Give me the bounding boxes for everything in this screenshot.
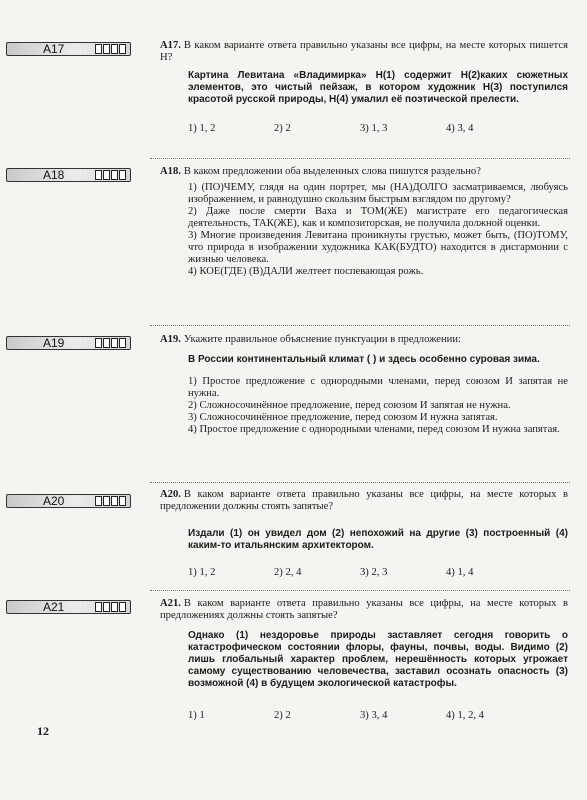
question-prompt [160, 40, 568, 64]
prompt-text: В каком варианте ответа правильно указаны все цифры, на месте которых в предложении должны стоять запятые? [160, 489, 568, 512]
answer-option[interactable]: 2) 2 [274, 710, 291, 721]
tag-label: A18 [43, 168, 65, 182]
answer-option[interactable]: 4) 3, 4 [446, 123, 474, 134]
option-item: 4) Простое предложение с однородными членами, перед союзом И нужна запятая. [188, 424, 560, 435]
option-list [188, 182, 568, 278]
answer-option[interactable]: 1) 1, 2 [188, 567, 216, 578]
question-number: A17. [160, 40, 181, 51]
answer-option[interactable]: 2) 2, 4 [274, 567, 302, 578]
answer-option[interactable]: 4) 1, 4 [446, 567, 474, 578]
answer-cells[interactable] [95, 496, 127, 506]
question-number: A20. [160, 489, 181, 500]
option-item: 3) Сложносочинённое предложение, перед союзом И нужна запятая. [188, 412, 498, 423]
divider [150, 325, 570, 326]
answer-tag-a18 [6, 168, 131, 182]
task-text: Издали (1) он увидел дом (2) непохожий на другие (3) построенный (4) каким-то итальянским архитектором. [188, 528, 568, 551]
option-item: 4) КОЕ(ГДЕ) (В)ДАЛИ желтеет поспевающая рожь. [188, 266, 424, 277]
answer-option[interactable]: 1) 1, 2 [188, 123, 216, 134]
answer-tag-a20 [6, 494, 131, 508]
option-item: 2) Сложносочинённое предложение, перед союзом И запятая не нужна. [188, 400, 511, 411]
divider [150, 158, 570, 159]
task-text: В России континентальный климат ( ) и здесь особенно суровая зима. [188, 354, 540, 365]
answer-cells[interactable] [95, 602, 127, 612]
answer-option[interactable]: 2) 2 [274, 123, 291, 134]
option-item: 1) (ПО)ЧЕМУ, глядя на один портрет, мы (НА)ДОЛГО засматриваемся, любуясь изображением, и равнодушно скользим быстрым взглядом по другому? [188, 182, 568, 205]
page-number: 12 [37, 724, 49, 738]
answer-cells[interactable] [95, 338, 127, 348]
answer-cells[interactable] [95, 170, 127, 180]
option-item: 3) Многие произведения Левитана проникнуты грустью, может быть, (ПО)ТОМУ, что природа в изображении художника КАК(БУДТО) находится в дисгармонии с жизнью человека. [188, 230, 568, 265]
answer-option[interactable]: 1) 1 [188, 710, 205, 721]
tag-label: A17 [43, 42, 65, 56]
question-prompt [160, 598, 568, 622]
tag-label: A21 [43, 600, 65, 614]
task-text: Картина Левитана «Владимирка» Н(1) содержит Н(2)каких сюжетных элементов, это чистый пейзаж, в котором художник Н(3) поступился красотой русской природы, Н(4) умалил её поэтической прелести. [188, 70, 568, 105]
task-text: Однако (1) нездоровье природы заставляет сегодня говорить о катастрофическом состоянии флоры, фауны, почвы, воды. Видимо (2) лишь глобальный характер проблем, нерешённость которых угрожает самому существованию человечества, заставил осознать опасность (3) возможной (4) в будущем экологической катастрофы. [188, 630, 568, 689]
answer-tag-a19 [6, 336, 131, 350]
question-prompt [160, 334, 568, 346]
prompt-text: В каком варианте ответа правильно указаны все цифры, на месте которых пишется Н? [160, 40, 568, 63]
divider [150, 482, 570, 483]
prompt-text: В каком предложении оба выделенных слова пишутся раздельно? [183, 166, 481, 177]
question-prompt [160, 489, 568, 513]
question-number: A21. [160, 598, 181, 609]
answer-option[interactable]: 4) 1, 2, 4 [446, 710, 484, 721]
prompt-text: В каком варианте ответа правильно указаны все цифры, на месте которых в предложениях должны стоять запятые? [160, 598, 568, 621]
answer-option[interactable]: 3) 1, 3 [360, 123, 388, 134]
option-list [188, 376, 568, 436]
option-item: 2) Даже после смерти Ваха и ТОМ(ЖЕ) магистрате его педагогическая деятельность, ТАК(ЖЕ), как и композиторская, не получила должной оценки. [188, 206, 568, 229]
question-number: A18. [160, 166, 181, 177]
answer-options [188, 567, 568, 578]
answer-tag-a21 [6, 600, 131, 614]
answer-option[interactable]: 3) 2, 3 [360, 567, 388, 578]
answer-option[interactable]: 3) 3, 4 [360, 710, 388, 721]
option-item: 1) Простое предложение с однородными членами, перед союзом И запятая не нужна. [188, 376, 568, 399]
question-number: A19. [160, 334, 181, 345]
tag-label: A20 [43, 494, 65, 508]
prompt-text: Укажите правильное объяснение пунктуации в предложении: [183, 334, 461, 345]
answer-cells[interactable] [95, 44, 127, 54]
answer-options [188, 123, 568, 134]
divider [150, 590, 570, 591]
answer-options [188, 710, 568, 721]
question-prompt [160, 166, 568, 178]
tag-label: A19 [43, 336, 65, 350]
answer-tag-a17 [6, 42, 131, 56]
